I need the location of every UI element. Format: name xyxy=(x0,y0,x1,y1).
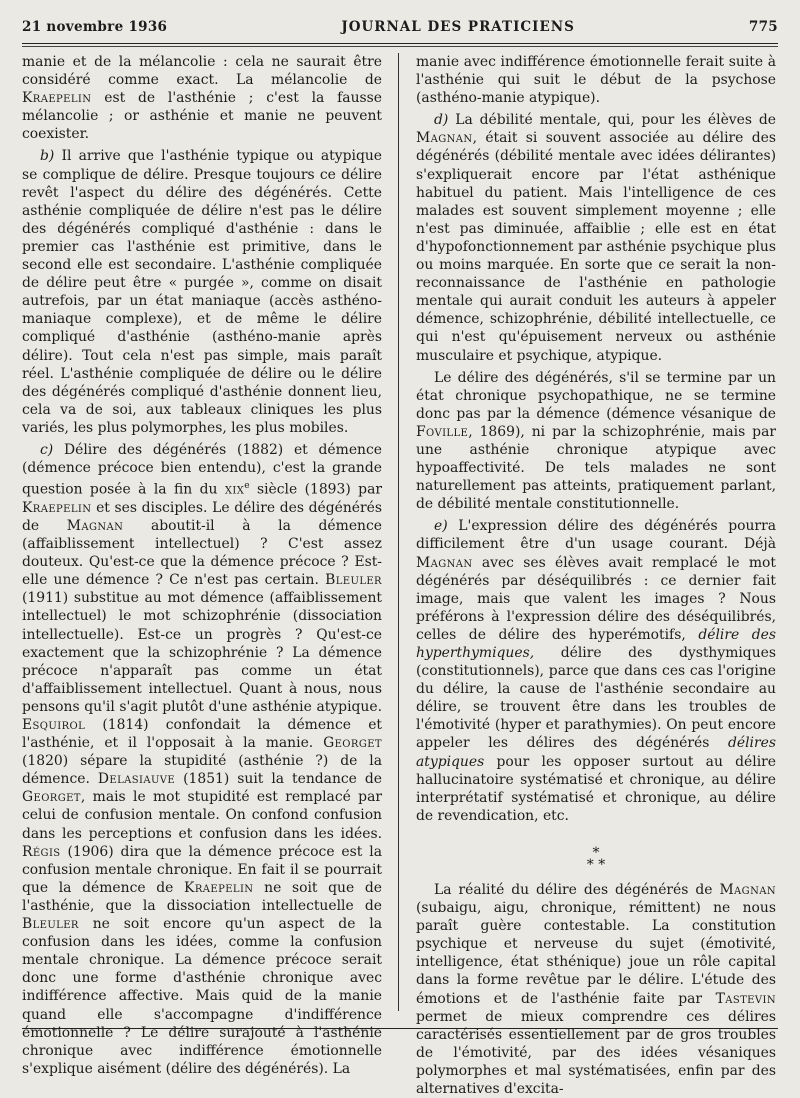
author-name: Magnan xyxy=(416,130,473,147)
right-paragraph-3: Le délire des dégénérés, s'il se termine par un état chronique psychopathique, ne se termine donc pas par la démence (démence vésanique de Foville, 1869), ni par la schizophrénie, mais par une asthénie chronique atypique avec hypoaffectivité. De tels malades ne sont naturellement pas atteints, pratiquement parlant, de débilité mentale constitutionnelle. xyxy=(416,369,776,513)
author-name: Georget xyxy=(323,735,382,752)
column-gutter xyxy=(382,53,416,1023)
author-name: Delasiauve xyxy=(97,771,176,788)
header-date: 21 novembre 1936 xyxy=(22,19,168,35)
author-name: Magnan xyxy=(66,517,124,534)
section-label: b) xyxy=(40,148,55,165)
right-paragraph-d: d) La débilité mentale, qui, pour les élèves de Magnan, était si souvent associée au délire des dégénérés (débilité mentale avec idées délirantes) s'expliquerait encore par l'état asthénique habituel du patient. Mais l'intelligence de ces malades est souvent simplement moyenne ; elle n'est pas diminuée, affaiblie ; elle est en état d'hypofonctionnement par asthénie psychique plus ou moins marquée. En sorte que ce serait la non-reconnaissance de l'asthénie en pathologie mentale qui aurait conduit les auteurs à appeler démence, schizophrénie, débilité intellectuelle, ce qui n'est qu'épuisement nerveux ou asthénie musculaire et psychique, atypique. xyxy=(416,112,776,364)
section-separator-asterism: * * * xyxy=(586,844,606,873)
left-paragraph-c: c) Délire des dégénérés (1882) et démence (démence précoce bien entendu), c'est la grande question posée à la fin du xix$^e$ siècle (1893) par Kraepelin et ses disciples. Le délire des dégénérés de Magnan aboutit-il à la démence (affaiblissement intellectuel) ? C'est assez douteux. Qu'est-ce que la démence précoce ? Est-elle une démence ? Ce n'est pas certain. Bleuler (1911) substitue au mot démence (affaiblissement intellectuel) le mot schizophrénie (dissociation intellectuelle). Est-ce un progrès ? Qu'est-ce exactement que la schizophrénie ? La démence précoce n'apparaît pas comme un état d'affaiblissement intellectuel. Quant à nous, nous pensons qu'il s'agit plutôt d'une asthénie atypique. Esquirol (1814) confondait la démence et l'asthénie, et il l'opposait à la manie. Georget (1820) sépare la stupidité (asthénie ?) de la démence. Delasiauve (1851) suit la tendance de Georget, mais le mot stupidité est remplacé par celui de confusion mentale. On confond confusion dans les perceptions et confusion dans les idées. Régis (1906) dira que la démence précoce est la confusion mentale chronique. En fait il se pourrait que la démence de Kraepelin ne soit que de l'asthénie, que la dissociation intellectuelle de Bleuler ne soit encore qu'un aspect de la confusion dans les idées, comme la confusion mentale chronique. La démence précoce serait donc une forme d'asthénie chronique avec indifférence affective. Mais quid de la manie quand elle s'accompagne d'indifférence émotionnelle ? Le délire surajouté à l'asthénie chronique avec indifférence émotionnelle s'explique aisément (délire des dégénérés). La xyxy=(22,441,382,1077)
author-name: Magnan xyxy=(719,881,776,898)
header-rule-thin xyxy=(22,46,778,47)
author-name: Foville xyxy=(416,423,469,440)
section-label: e) xyxy=(434,518,448,535)
header-journal-title: JOURNAL DES PRATICIENS xyxy=(341,19,575,35)
header-page-number: 775 xyxy=(748,19,778,35)
author-name: Bleuler xyxy=(325,572,382,589)
column-divider xyxy=(398,53,399,1011)
section-label: d) xyxy=(434,112,449,129)
right-paragraph-5: La réalité du délire des dégénérés de Magnan (subaigu, aigu, chronique, rémittent) ne nous paraît guère contestable. La constitution psychique et nerveuse du sujet (émotivité, intelligence, état sthénique) joue un rôle capital dans la forme revêtue par le délire. L'étude des émotions et de l'asthénie faite par Tastevin permet de mieux comprendre ces délires caractérisés essentiellement par de gros troubles de l'émotivité, par des idées vésaniques polymorphes et mal systématisées, enfin par des alternatives d'excita- xyxy=(416,881,776,1097)
author-name: Esquirol xyxy=(22,717,86,733)
section-label: c) xyxy=(40,441,54,458)
author-name: Kraepelin xyxy=(22,499,92,516)
header-rule xyxy=(22,43,778,44)
running-header xyxy=(22,14,778,40)
author-name: Kraepelin xyxy=(22,90,92,107)
author-name: Régis xyxy=(22,843,61,860)
bottom-rule xyxy=(22,1028,778,1029)
left-paragraph-1: manie et de la mélancolie : cela ne saurait être considéré comme exact. La mélancolie de Kraepelin est de l'asthénie ; c'est la fausse mélancolie ; or asthénie et manie ne peuvent coexister. xyxy=(22,54,382,143)
author-name: Kraepelin xyxy=(184,879,254,896)
right-paragraph-e: e) L'expression délire des dégénérés pourra difficilement être d'un usage courant. Déjà Magnan avec ses élèves avait remplacé le mot dégénérés par déséquilibrés : ce dernier fait image, mais que valent les images ? Nous préférons à l'expression délire des déséquilibrés, celles de délire des hyperémotifs, délire des hyperthymiques, délire des dysthymiques (constitutionnels), parce que dans ces cas l'origine du délire, la cause de l'asthénie secondaire au délire, se trouvent être dans les troubles de l'émotivité (hyper et parathymies). On peut encore appeler les délires des dégénérés délires atypiques pour les opposer surtout au délire hallucinatoire systématisé et chronique, au délire interprétatif systématisé et chronique, au délire de revendication, etc. xyxy=(416,518,776,824)
right-column xyxy=(416,53,776,1097)
left-paragraph-b: b) Il arrive que l'asthénie typique ou atypique se complique de délire. Presque toujours ce délire revêt l'aspect du délire des dégénérés. Cette asthénie compliquée de délire n'est pas le délire des dégénérés compliqué d'asthénie : dans le premier cas l'asthénie est primitive, dans le second elle est secondaire. L'asthénie compliquée de délire peut être « purgée », comme on disait autrefois, par un état maniaque (accès asthéno-maniaque complexe), et de même le délire compliqué d'asthénie (asthéno-manie après délire). Tout cela n'est pas simple, mais paraît réel. L'asthénie compliquée de délire ou le délire des dégénérés compliqué d'asthénie donnent lieu, cela va de soi, aux tableaux cliniques les plus variés, les plus polymorphes, les plus mobiles. xyxy=(22,148,382,436)
author-name: Bleuler xyxy=(22,916,79,933)
text-columns xyxy=(22,53,778,1097)
author-name: Georget xyxy=(22,789,81,806)
right-paragraph-1: manie avec indifférence émotionnelle ferait suite à l'asthénie qui suit le début de la psychose (asthéno-manie atypique). xyxy=(416,54,776,107)
author-name: Tastevin xyxy=(715,990,776,1007)
author-name: Magnan xyxy=(416,554,473,571)
left-column xyxy=(22,53,382,1077)
